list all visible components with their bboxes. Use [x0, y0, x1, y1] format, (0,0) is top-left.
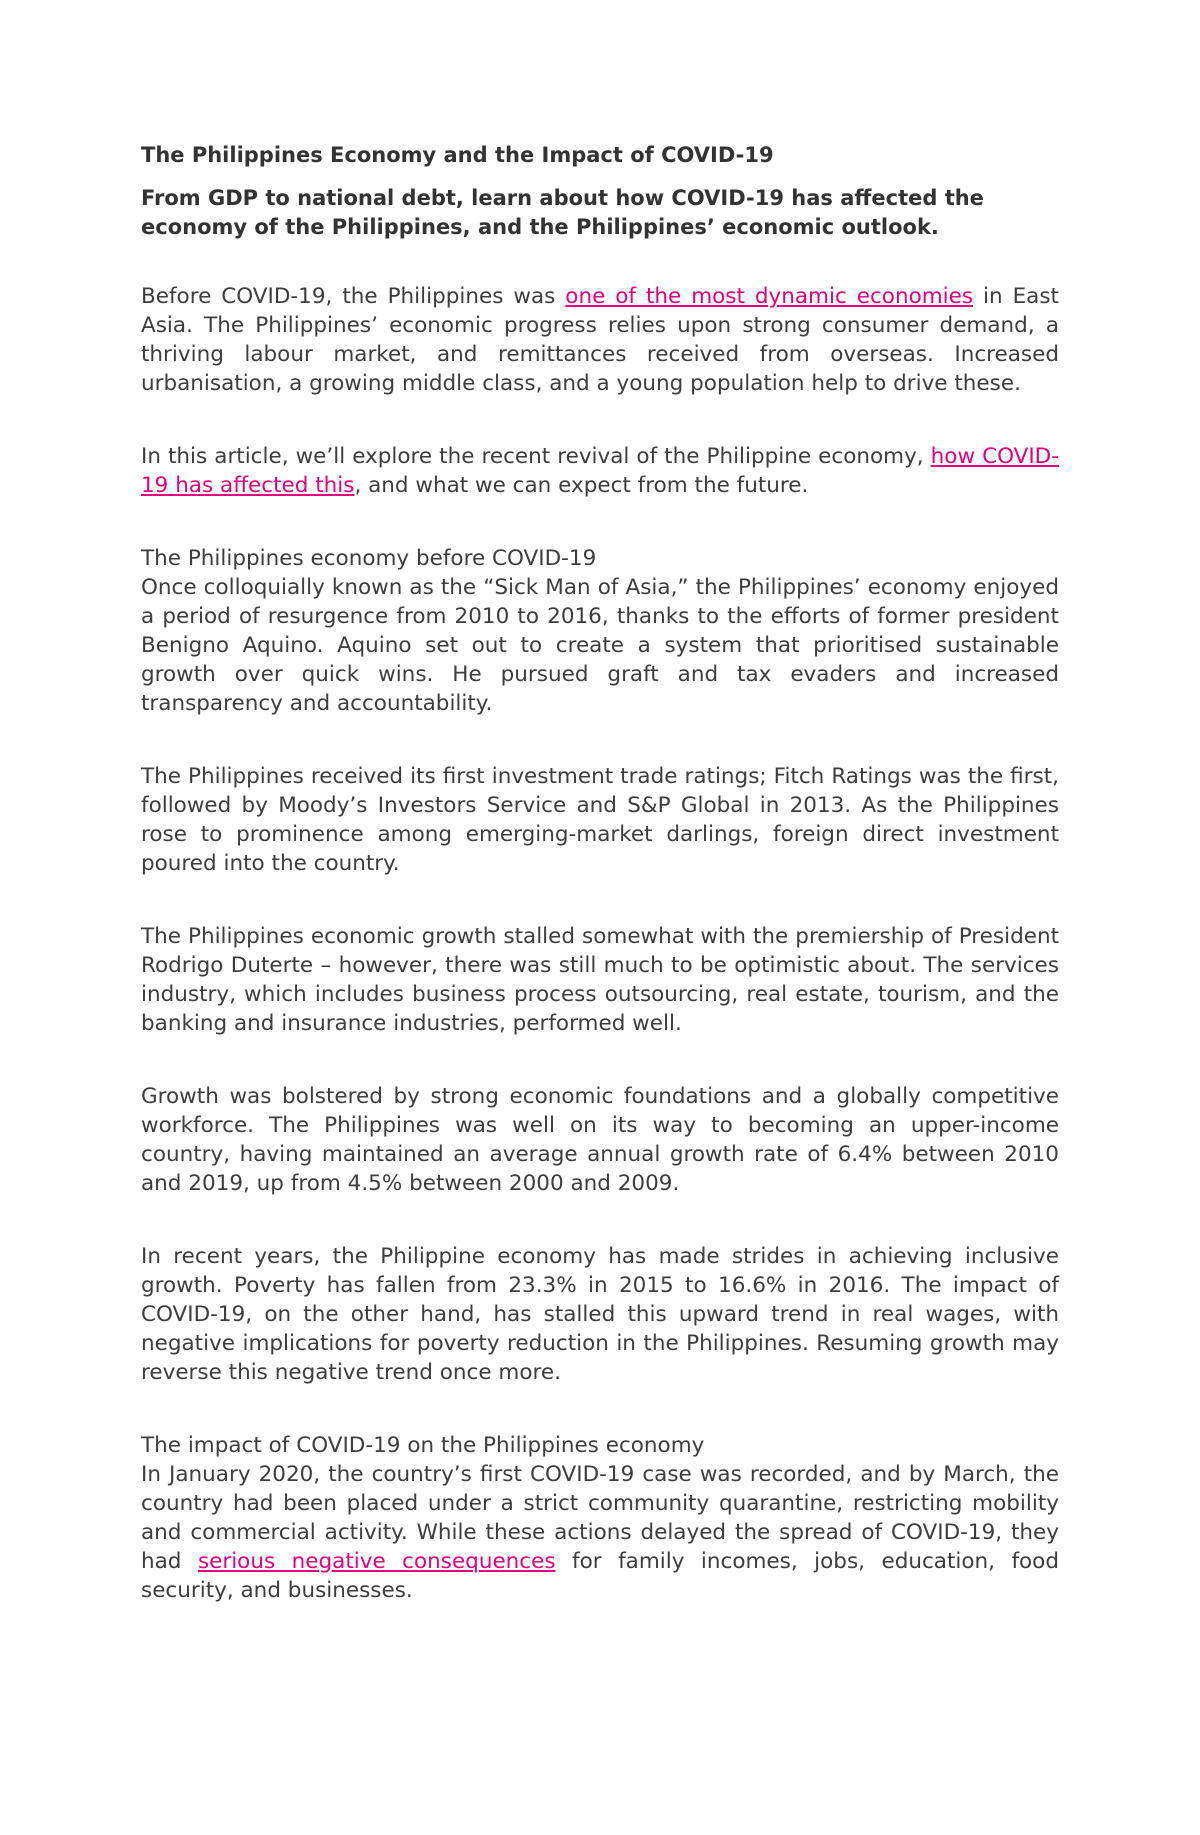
overview-text-before: In this article, we’ll explore the recent revival of the Philippine economy, [141, 444, 931, 469]
impact-text-before: In January 2020, the country’s first COVID-19 case was recorded, and by March, the country had been placed under a strict community quarantine, restricting mobility and commercial activity. While these actions delayed the spread of COVID-19, they had [141, 1462, 1059, 1574]
covid-impact-paragraph-1 [141, 1460, 1059, 1605]
document-title: The Philippines Economy and the Impact of COVID-19 [141, 143, 774, 167]
negative-consequences-link[interactable]: serious negative consequences [197, 1549, 556, 1574]
before-covid-paragraph-4: Growth was bolstered by strong economic foundations and a globally competitive workforce. The Philippines was well on its way to becoming an upper-income country, having maintained an average annual growth rate of 6.4% between 2010 and 2019, up from 4.5% between 2000 and 2009. [141, 1084, 1059, 1196]
covid-affected-link[interactable]: how COVID-19 has affected this [141, 444, 1059, 498]
document-page [141, 140, 1059, 1649]
article-overview-paragraph [141, 442, 1059, 500]
document-subtitle: From GDP to national debt, learn about how COVID-19 has affected the economy of the Philippines, and the Philippines’ economic outlook. [141, 186, 984, 239]
before-covid-paragraph-1: Once colloquially known as the “Sick Man of Asia,” the Philippines’ economy enjoyed a period of resurgence from 2010 to 2016, thanks to the efforts of former president Benigno Aquino. Aquino set out to create a system that prioritised sustainable growth over quick wins. He pursued graft and tax evaders and increased transparency and accountability. [141, 575, 1059, 716]
before-covid-paragraph-2: The Philippines received its first investment trade ratings; Fitch Ratings was the first, followed by Moody’s Investors Service and S&P Global in 2013. As the Philippines rose to prominence among emerging-market darlings, foreign direct investment poured into the country. [141, 764, 1059, 876]
impact-text-after: for family incomes, jobs, education, food security, and businesses. [141, 1549, 1059, 1603]
intro-text-after: in East Asia. The Philippines’ economic progress relies upon strong consumer demand, a thriving labour market, and remittances received from overseas. Increased urbanisation, a growing middle class, and a young population help to drive these. [141, 284, 1059, 396]
section-heading-before-covid: The Philippines economy before COVID-19 [141, 546, 597, 571]
intro-text-before: Before COVID-19, the Philippines was [141, 284, 566, 309]
overview-text-after: , and what we can expect from the future. [354, 473, 809, 498]
section-heading-covid-impact: The impact of COVID-19 on the Philippines economy [141, 1433, 705, 1458]
before-covid-paragraph-5: In recent years, the Philippine economy has made strides in achieving inclusive growth. Poverty has fallen from 23.3% in 2015 to 16.6% in 2016. The impact of COVID-19, on the other hand, has stalled this upward trend in real wages, with negative implications for poverty reduction in the Philippines. Resuming growth may reverse this negative trend once more. [141, 1244, 1059, 1385]
before-covid-paragraph-3: The Philippines economic growth stalled somewhat with the premiership of President Rodrigo Duterte – however, there was still much to be optimistic about. The services industry, which includes business process outsourcing, real estate, tourism, and the banking and insurance industries, performed well. [141, 924, 1059, 1036]
intro-paragraph [141, 282, 1059, 398]
dynamic-economies-link[interactable]: one of the most dynamic economies [565, 284, 974, 309]
